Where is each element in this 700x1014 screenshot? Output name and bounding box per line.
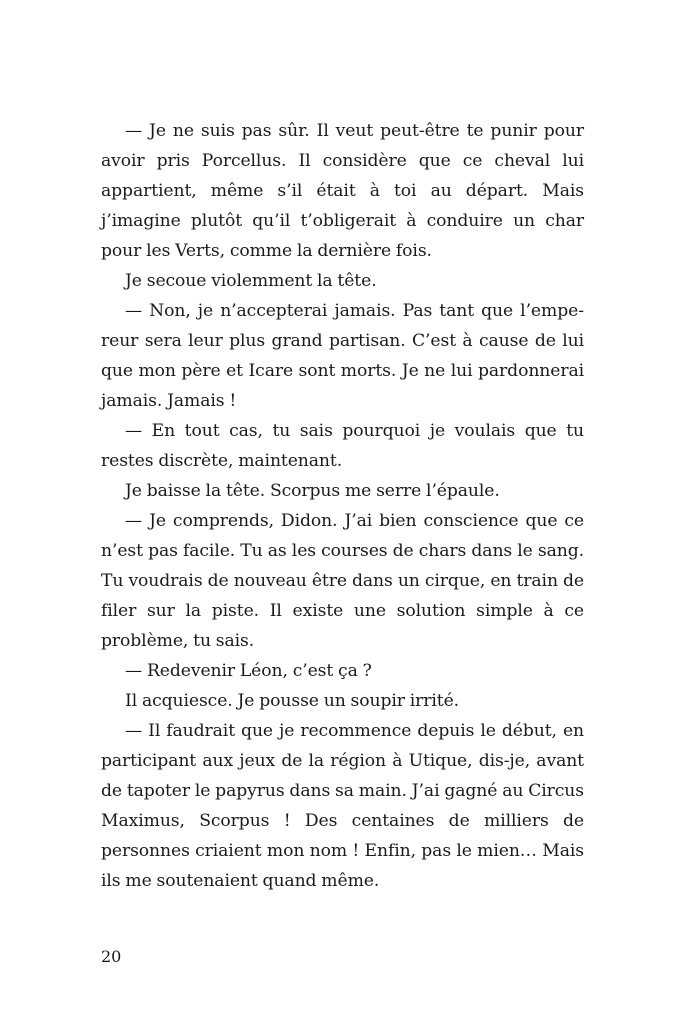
paragraph: — Redevenir Léon, c’est ça ? [125, 661, 372, 681]
body-text [101, 116, 584, 896]
paragraph: Il acquiesce. Je pousse un soupir irrité. [125, 691, 460, 711]
paragraph: — Je ne suis pas sûr. Il veut peut-être te punir pour avoir pris Porcellus. Il considère que ce cheval lui appartient, même s’il était à toi au départ. Mais j’imagine plutôt qu’il t’obligerait à conduire un char pour les Verts, comme la dernière fois. [101, 121, 584, 261]
paragraph: — Il faudrait que je recommence depuis le début, en participant aux jeux de la région à Utique, dis-je, avant de tapoter le papyrus dans sa main. J’ai gagné au Circus Maximus, Scorpus ! Des centaines de milliers de personnes criaient mon nom ! Enfin, pas le mien… Mais ils me soutenaient quand même. [101, 721, 584, 891]
page-number: 20 [101, 947, 122, 966]
paragraph: Je baisse la tête. Scorpus me serre l’épaule. [125, 481, 500, 501]
paragraph: — Non, je n’accepterai jamais. Pas tant que l’empereur sera leur plus grand partisan. C’est à cause de lui que mon père et Icare sont morts. Je ne lui pardonnerai jamais. Jamais ! [101, 301, 584, 411]
paragraph: — Je comprends, Didon. J’ai bien conscience que ce n’est pas facile. Tu as les courses de chars dans le sang. Tu voudrais de nouveau être dans un cirque, en train de filer sur la piste. Il existe une solution simple à ce problème, tu sais. [101, 511, 584, 651]
paragraph: — En tout cas, tu sais pourquoi je voulais que tu restes discrète, maintenant. [101, 421, 584, 471]
paragraph: Je secoue violemment la tête. [125, 271, 377, 291]
